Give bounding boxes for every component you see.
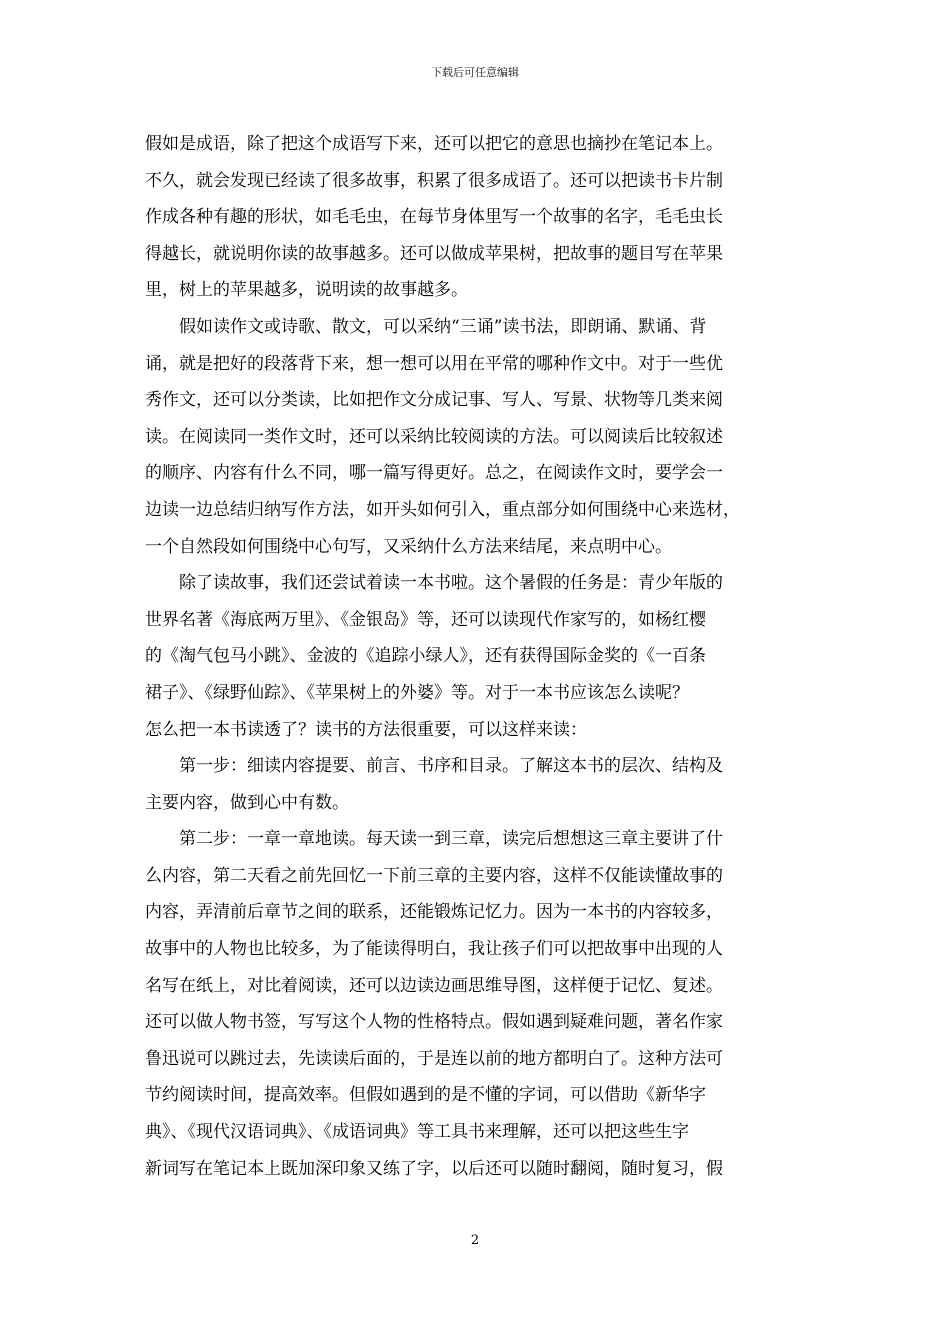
document-body: [145, 126, 817, 1187]
text-line: 世界名著《海底两万里》、《金银岛》等，还可以读现代作家写的，如杨红樱: [145, 609, 706, 630]
text-line: 新词写在笔记本上既加深印象又练了字，以后还可以随时翻阅，随时复习，假: [145, 1158, 723, 1179]
text-line: 秀作文，还可以分类读，比如把作文分成记事、写人、写景、状物等几类来阅: [145, 390, 723, 411]
text-line: 还可以做人物书签，写写这个人物的性格特点。假如遇到疑难问题，著名作家: [145, 1012, 723, 1033]
paragraph-3: [145, 565, 817, 748]
text-line: 得越长，就说明你读的故事越多。还可以做成苹果树，把故事的题目写在苹果: [145, 243, 723, 264]
text-line: 主要内容，做到心中有数。: [145, 792, 349, 813]
text-line: 一个自然段如何围绕中心句写，又采纳什么方法来结尾，来点明中心。: [145, 536, 672, 557]
text-line: 节约阅读时间，提高效率。但假如遇到的是不懂的字词，可以借助《新华字: [145, 1085, 706, 1106]
page-header: 下载后可任意编辑: [431, 66, 519, 79]
text-line: 鲁迅说可以跳过去，先读读后面的，于是连以前的地方都明白了。这种方法可: [145, 1048, 723, 1069]
text-line: 么内容，第二天看之前先回忆一下前三章的主要内容，这样不仅能读懂故事的: [145, 865, 723, 886]
paragraph-2: [145, 309, 817, 565]
paragraph-1: [145, 126, 817, 309]
text-line: 假如是成语，除了把这个成语写下来，还可以把它的意思也摘抄在笔记本上。: [145, 134, 723, 154]
text-line: 名写在纸上，对比着阅读，还可以边读边画思维导图，这样便于记忆、复述。: [145, 975, 723, 996]
text-line: 内容，弄清前后章节之间的联系，还能锻炼记忆力。因为一本书的内容较多，: [145, 902, 723, 923]
text-line: 第二步：一章一章地读。每天读一到三章，读完后想想这三章主要讲了什: [145, 829, 723, 850]
text-line: 怎么把一本书读透了？读书的方法很重要，可以这样来读：: [145, 719, 587, 740]
text-line: 边读一边总结归纳写作方法，如开头如何引入，重点部分如何围绕中心来选材，: [145, 499, 740, 520]
text-line: 典》、《现代汉语词典》、《成语词典》等工具书来理解，还可以把这些生字: [145, 1122, 689, 1143]
text-line: 读。在阅读同一类作文时，还可以采纳比较阅读的方法。可以阅读后比较叙述: [145, 426, 723, 447]
page-number: 2: [470, 1233, 480, 1248]
text-line: 作成各种有趣的形状，如毛毛虫，在每节身体里写一个故事的名字，毛毛虫长: [145, 207, 723, 228]
text-line: 故事中的人物也比较多，为了能读得明白，我让孩子们可以把故事中出现的人: [145, 939, 723, 960]
text-line: 不久，就会发现已经读了很多故事，积累了很多成语了。还可以把读书卡片制: [145, 170, 723, 191]
text-line: 裙子》、《绿野仙踪》、《苹果树上的外婆》等。对于一本书应该怎么读呢？: [145, 682, 689, 703]
text-line: 第一步：细读内容提要、前言、书序和目录。了解这本书的层次、结构及: [145, 756, 723, 777]
text-line: 假如读作文或诗歌、散文，可以采纳“三诵”读书法，即朗诵、默诵、背: [145, 316, 707, 337]
text-line: 诵，就是把好的段落背下来，想一想可以用在平常的哪种作文中。对于一些优: [145, 353, 723, 374]
paragraph-5: [145, 821, 817, 1187]
text-line: 的顺序、内容有什么不同，哪一篇写得更好。总之，在阅读作文时，要学会一: [145, 463, 723, 484]
text-line: 的《淘气包马小跳》、金波的《追踪小绿人》，还有获得国际金奖的《一百条: [145, 646, 706, 667]
text-line: 除了读故事，我们还尝试着读一本书啦。这个暑假的任务是：青少年版的: [145, 573, 723, 594]
text-line: 里，树上的苹果越多，说明读的故事越多。: [145, 280, 468, 301]
paragraph-4: [145, 748, 817, 821]
